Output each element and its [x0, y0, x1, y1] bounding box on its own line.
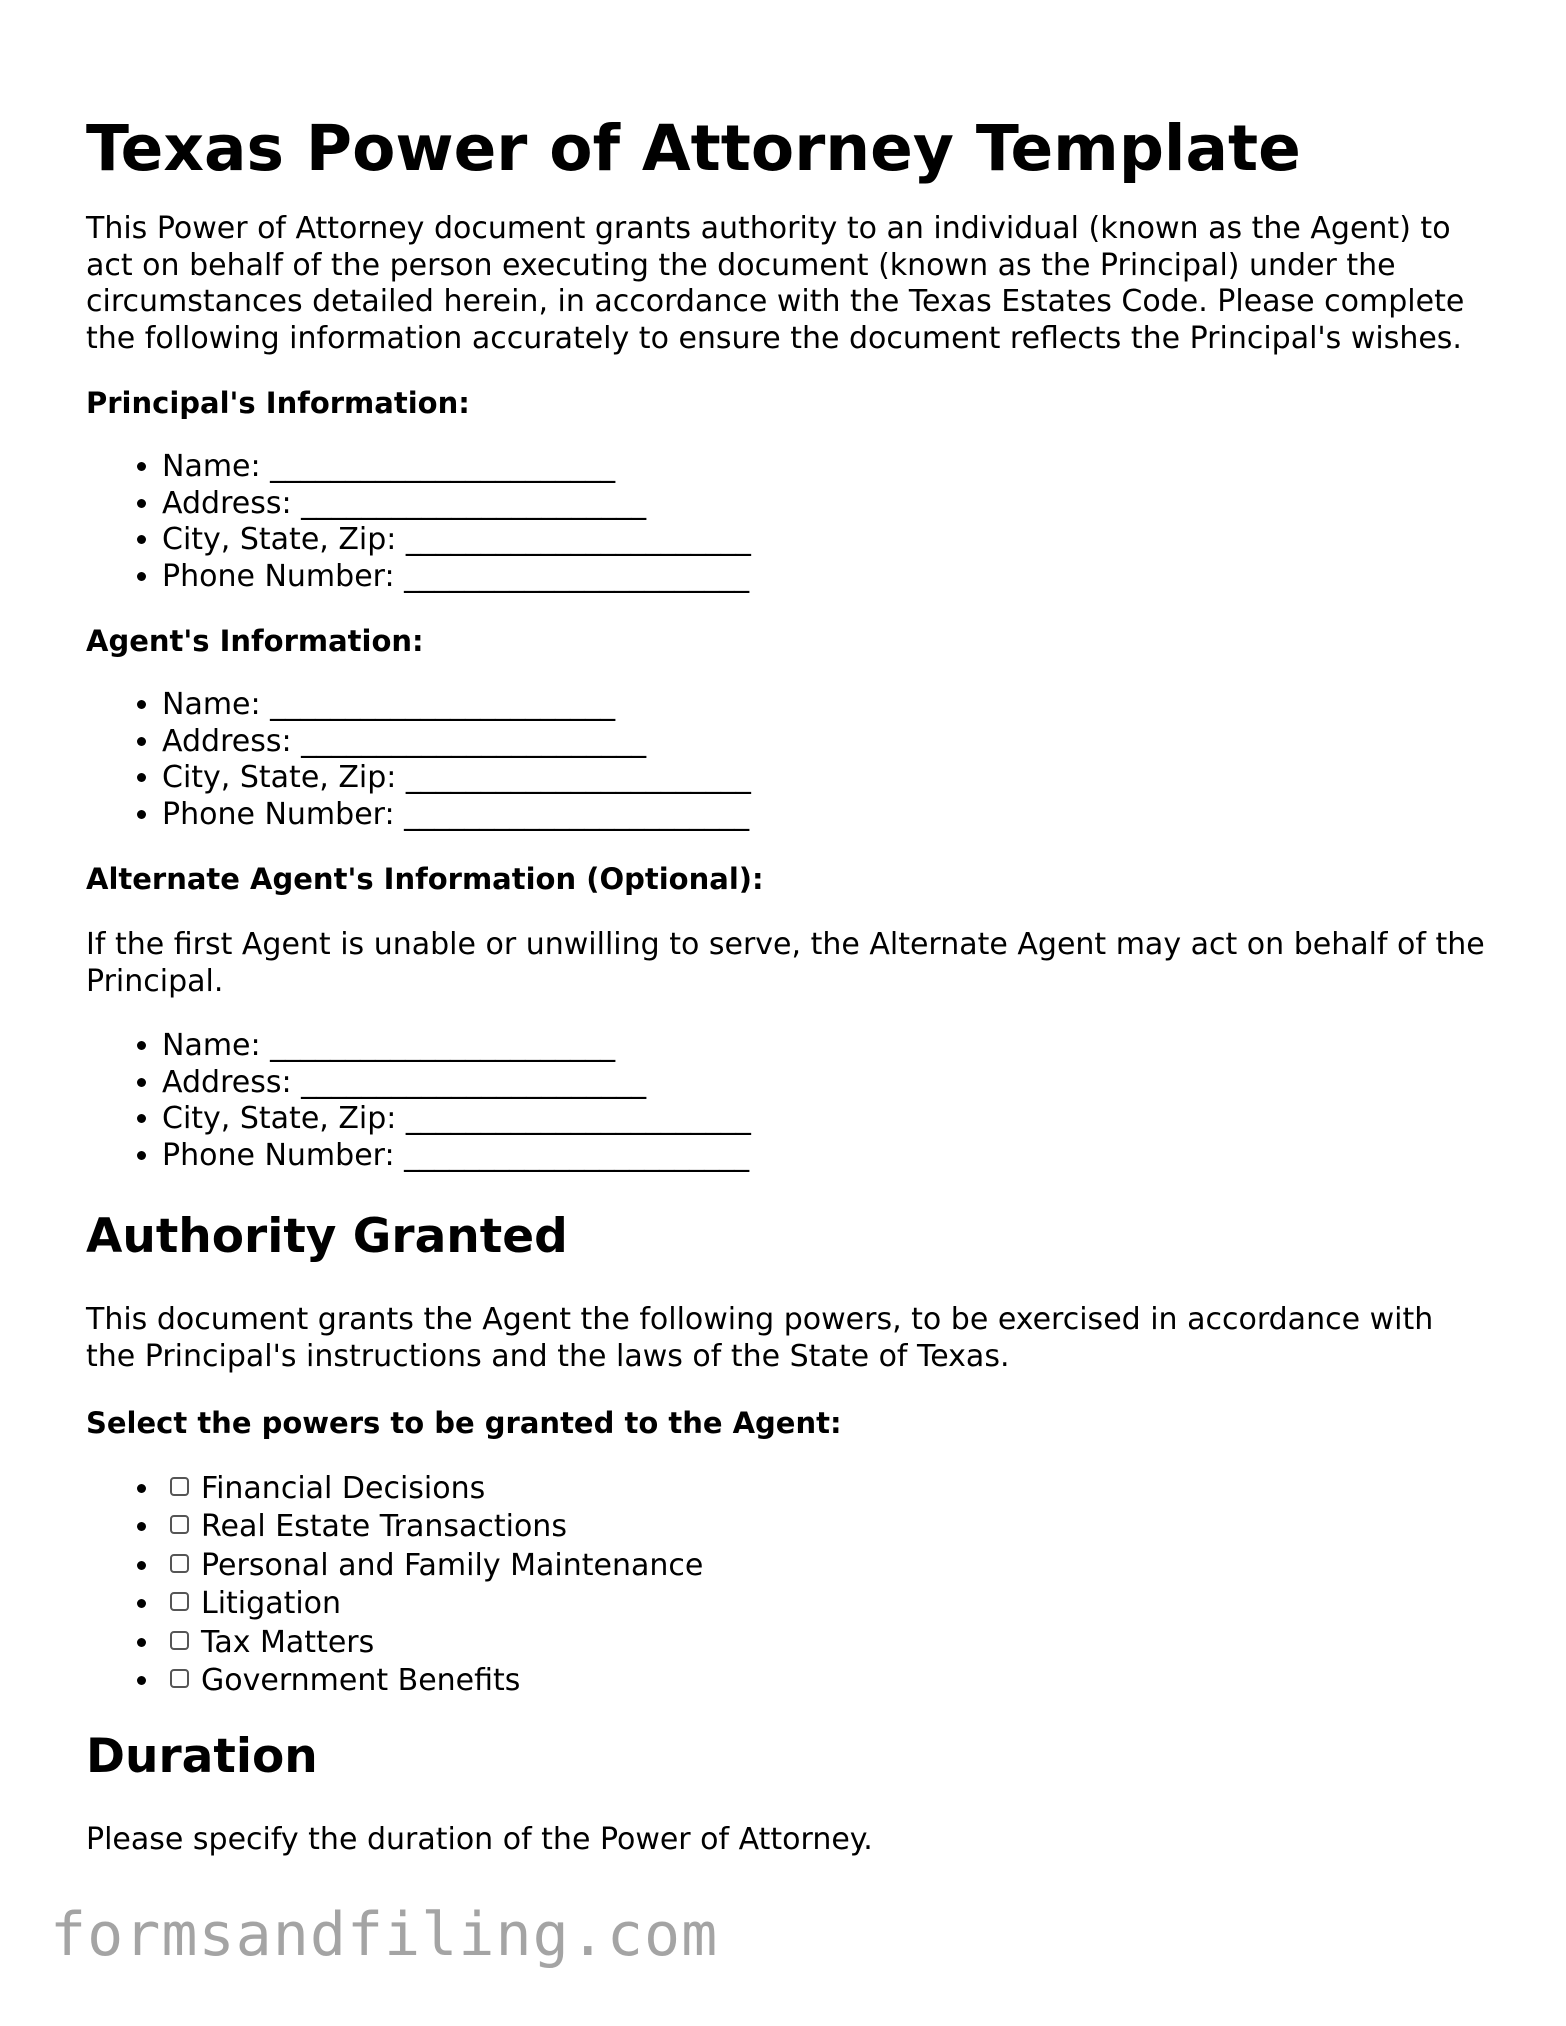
authority-heading: Authority Granted [86, 1209, 568, 1264]
intro-paragraph: This Power of Attorney document grants authority to an individual (known as the Agent) to act on behalf of the person executing the document (known as the Principal) under the circumstances detailed herein, in accordance with the Texas Estates Code. Please complete the following information accurately to ensure the document reflects the Principal's wishes. [86, 211, 1465, 356]
power-label-real-estate: Real Estate Transactions [201, 1509, 567, 1545]
power-option-tax[interactable] [162, 1624, 1486, 1662]
alternate-phone-field[interactable]: • Phone Number: _______________________ [162, 1138, 1486, 1175]
agent-name-field[interactable]: • Name: _______________________ [162, 687, 1486, 724]
power-label-financial: Financial Decisions [201, 1471, 486, 1506]
principal-name-field[interactable]: • Name: _______________________ [162, 449, 1486, 486]
alternate-city-state-zip-field[interactable]: • City, State, Zip: _______________________ [162, 1101, 1486, 1138]
power-label-government-benefits: Government Benefits [201, 1663, 521, 1699]
power-label-tax: Tax Matters [201, 1624, 375, 1660]
checkbox-real-estate[interactable] [170, 1515, 189, 1534]
duration-heading: Duration [86, 1729, 318, 1785]
alternate-agent-note: If the first Agent is unable or unwilling to serve, the Alternate Agent may act on behalf of the Principal. [86, 927, 1485, 999]
authority-paragraph: This document grants the Agent the following powers, to be exercised in accordance with the Principal's instructions and the laws of the State of Texas. [86, 1302, 1434, 1374]
agent-city-state-zip-field[interactable]: • City, State, Zip: _______________________ [162, 760, 1486, 797]
principal-phone-field[interactable]: • Phone Number: _______________________ [162, 559, 1486, 596]
alternate-agent-fields [86, 1028, 1486, 1174]
watermark: formsandfiling.com [50, 1900, 719, 1970]
select-powers-label: Select the powers to be granted to the Agent: [86, 1406, 842, 1440]
checkbox-government-benefits[interactable] [170, 1669, 189, 1688]
power-label-litigation: Litigation [201, 1586, 342, 1622]
alternate-name-field[interactable]: • Name: _______________________ [162, 1028, 1486, 1065]
alternate-agent-heading: Alternate Agent's Information (Optional): [86, 862, 764, 896]
agent-heading: Agent's Information: [86, 624, 424, 658]
checkbox-litigation[interactable] [170, 1592, 189, 1611]
checkbox-tax[interactable] [170, 1631, 189, 1650]
power-option-government-benefits[interactable] [162, 1662, 1486, 1700]
document-page [86, 0, 1486, 1859]
duration-paragraph: Please specify the duration of the Power of Attorney. [86, 1822, 873, 1858]
principal-address-field[interactable]: • Address: _______________________ [162, 486, 1486, 523]
power-option-family-maintenance[interactable] [162, 1547, 1486, 1585]
checkbox-family-maintenance[interactable] [170, 1554, 189, 1573]
power-label-family-maintenance: Personal and Family Maintenance [201, 1547, 704, 1583]
power-option-real-estate[interactable] [162, 1508, 1486, 1546]
power-option-financial[interactable] [162, 1470, 1486, 1508]
page-title: Texas Power of Attorney Template [86, 112, 1301, 185]
power-option-litigation[interactable] [162, 1585, 1486, 1623]
checkbox-financial[interactable] [170, 1477, 189, 1496]
principal-fields [86, 449, 1486, 595]
alternate-address-field[interactable]: • Address: _______________________ [162, 1065, 1486, 1102]
agent-fields [86, 687, 1486, 833]
powers-checklist [86, 1470, 1486, 1700]
agent-phone-field[interactable]: • Phone Number: _______________________ [162, 797, 1486, 834]
principal-heading: Principal's Information: [86, 386, 470, 420]
agent-address-field[interactable]: • Address: _______________________ [162, 724, 1486, 761]
principal-city-state-zip-field[interactable]: • City, State, Zip: _______________________ [162, 522, 1486, 559]
